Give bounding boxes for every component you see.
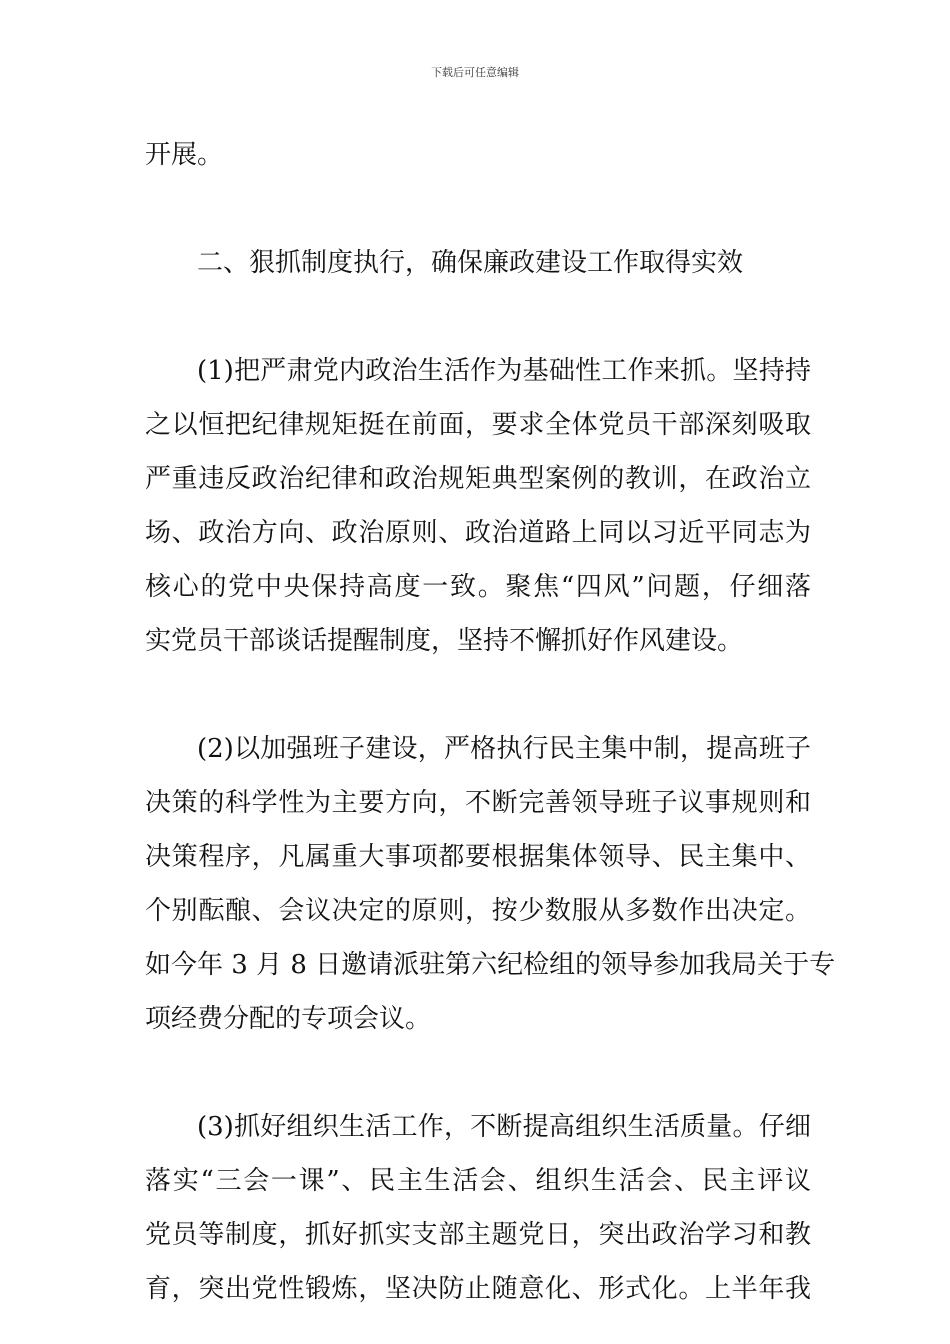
paragraph-gap	[145, 182, 811, 236]
paragraph-line: 项经费分配的专项会议。	[145, 1004, 432, 1034]
paragraph-line: 个别酝酿、会议决定的原则，按少数服从多数作出决定。	[145, 896, 811, 926]
paragraph-line: 落实“三会一课”、民主生活会、组织生活会、民主评议	[145, 1166, 811, 1196]
paragraph-line: 严重违反政治纪律和政治规矩典型案例的教训，在政治立	[145, 464, 811, 494]
paragraph-line: 实党员干部谈话提醒制度，坚持不懈抓好作风建设。	[145, 626, 744, 656]
paragraph-line: 决策程序，凡属重大事项都要根据集体领导、民主集中、	[145, 842, 811, 872]
paragraph-line: (2)以加强班子建设，严格执行民主集中制，提高班子	[197, 734, 811, 764]
paragraph-line: (1)把严肃党内政治生活作为基础性工作来抓。坚持持	[197, 356, 811, 386]
document-body	[145, 128, 836, 1316]
paragraph-line: 开展。	[145, 140, 224, 170]
paragraph-line: 党员等制度，抓好抓实支部主题党日，突出政治学习和教	[145, 1220, 811, 1250]
paragraph-line: 之以恒把纪律规矩挺在前面，要求全体党员干部深刻吸取	[145, 410, 811, 440]
paragraph-line: 育，突出党性锻炼，坚决防止随意化、形式化。上半年我	[145, 1274, 811, 1304]
paragraph-line: (3)抓好组织生活工作，不断提高组织生活质量。仔细	[197, 1112, 811, 1142]
paragraph-gap	[145, 668, 811, 722]
section-heading: 二、狠抓制度执行，确保廉政建设工作取得实效	[197, 248, 744, 278]
paragraph-gap	[145, 290, 811, 344]
paragraph-gap	[145, 1046, 811, 1100]
paragraph-line: 场、政治方向、政治原则、政治道路上同以习近平同志为	[145, 518, 811, 548]
paragraph-line: 核心的党中央保持高度一致。聚焦“四风”问题，仔细落	[145, 572, 811, 602]
paragraph-line: 决策的科学性为主要方向，不断完善领导班子议事规则和	[145, 788, 811, 818]
page-header: 下载后可任意编辑	[431, 66, 519, 79]
paragraph-line: 如今年 3 月 8 日邀请派驻第六纪检组的领导参加我局关于专	[145, 950, 836, 980]
